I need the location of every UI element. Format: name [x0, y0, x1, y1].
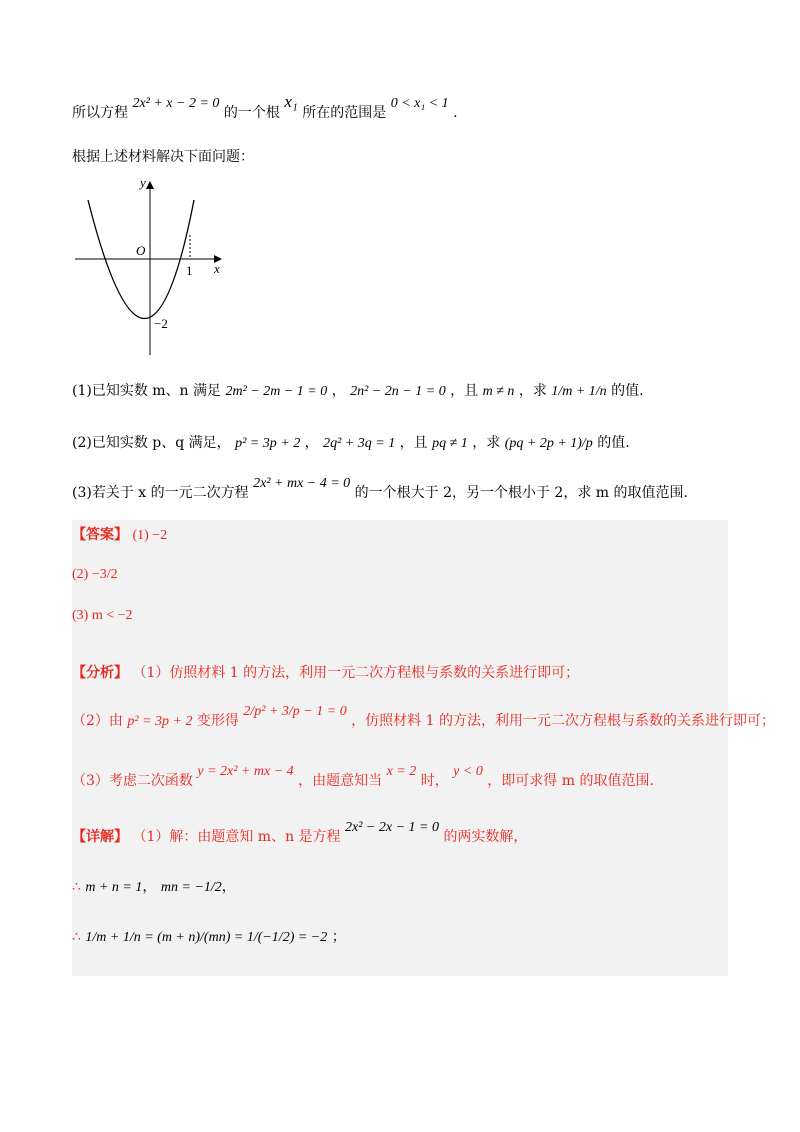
q1-cond-prefix: ，且: [450, 383, 479, 399]
detail-2-b: mn = −1/2: [160, 880, 222, 895]
question-1: [72, 382, 644, 402]
analysis-text-1: （1）仿照材料 1 的方法，利用一元二次方程根与系数的关系进行即可；: [132, 665, 580, 681]
intro-end: .: [453, 105, 458, 121]
analysis-2-eq: p² = 3p + 2: [127, 714, 193, 729]
solution-panel: [72, 520, 728, 976]
detail-line-1: [72, 820, 528, 848]
q2-cond-prefix: ，且: [399, 435, 428, 451]
y-tick-label: −2: [154, 316, 168, 331]
detail-3-eq: 1/m + 1/n = (m + n)/(mn) = 1/(−1/2) = −2: [85, 930, 328, 945]
q2-sep: ，: [304, 435, 319, 451]
question-2: [72, 434, 630, 454]
intro-line: [72, 92, 458, 124]
detail-3-end: ；: [331, 929, 346, 945]
q2-expr: (pq + 2p + 1)/p: [504, 436, 593, 451]
q1-prefix: (1)已知实数 m、n 满足: [72, 383, 222, 399]
q3-eq1: 2x² + mx − 4 = 0: [253, 476, 351, 491]
analysis-3-eq: y = 2x² + mx − 4: [197, 764, 294, 779]
analysis-label: 【分析】: [72, 665, 128, 681]
analysis-3-mid: ，由题意知当: [298, 773, 383, 789]
analysis-2-eq2: 2/p² + 3/p − 1 = 0: [243, 704, 347, 719]
analysis-3-cond2: y < 0: [453, 764, 483, 779]
intro-range: 0 < x₁ < 1: [390, 96, 449, 111]
detail-1-eq: 2x² − 2x − 1 = 0: [345, 820, 439, 835]
answer-line-2: [72, 565, 118, 585]
detail-line-3: [72, 928, 346, 948]
y-axis-label: y: [140, 175, 146, 190]
analysis-3-suffix: ，即可求得 m 的取值范围.: [487, 773, 654, 789]
q1-eq2: 2n² − 2n − 1 = 0: [350, 384, 446, 399]
therefore-symbol-2: ∴: [72, 929, 81, 945]
analysis-3-mid2: 时，: [420, 773, 449, 789]
intro-root: x₁: [284, 92, 298, 111]
q1-eq1: 2m² − 2m − 1 = 0: [225, 384, 328, 399]
q1-sep: ，: [331, 383, 346, 399]
analysis-line-2: [72, 704, 775, 732]
intro-equation: 2x² + x − 2 = 0: [132, 96, 220, 111]
answer-line-1: [72, 526, 167, 546]
q1-cond: m ≠ n: [482, 384, 515, 399]
intro-prefix: 所以方程: [72, 105, 128, 121]
q1-expr: 1/m + 1/n: [551, 384, 607, 399]
x-tick-label: 1: [186, 263, 193, 278]
answer-item-2: (2) −3/2: [72, 567, 118, 582]
detail-1-suffix: 的两实数解，: [443, 829, 528, 845]
q2-eq1: p² = 3p + 2: [235, 436, 301, 451]
instruction: 根据上述材料解决下面问题：: [72, 149, 254, 165]
detail-label: 【详解】: [72, 829, 128, 845]
question-3: [72, 476, 688, 504]
q1-ask: ，求: [518, 383, 547, 399]
q2-cond: pq ≠ 1: [432, 436, 468, 451]
detail-line-2: ∴ m + n = 1， mn = −1/2，: [72, 879, 236, 895]
answer-item-1: (1) −2: [132, 528, 168, 543]
q2-eq2: 2q² + 3q = 1: [323, 436, 396, 451]
parabola-graph: [70, 175, 240, 365]
intro-middle: 的一个根: [223, 105, 280, 121]
detail-2-a: m + n = 1: [85, 880, 143, 895]
answer-label: 【答案】: [72, 527, 128, 543]
detail-1-prefix: （1）解：由题意知 m、n 是方程: [132, 829, 341, 845]
analysis-3-prefix: （3）考虑二次函数: [72, 773, 193, 789]
analysis-3-cond1: x = 2: [386, 764, 417, 779]
answer-line-3: [72, 606, 133, 626]
analysis-line-1: [72, 664, 579, 684]
origin-label: O: [136, 243, 146, 258]
q2-prefix: (2)已知实数 p、q 满足，: [72, 435, 231, 451]
analysis-2-mid: 变形得: [196, 713, 239, 729]
intro-suffix: 所在的范围是: [302, 105, 387, 121]
q2-ask: ，求: [472, 435, 501, 451]
q3-rest: 的一个根大于 2，另一个根小于 2，求 m 的取值范围.: [354, 485, 688, 501]
analysis-line-3: [72, 764, 654, 792]
q2-end: 的值.: [597, 435, 630, 451]
x-axis-label: x: [214, 261, 220, 276]
answer-item-3: (3) m < −2: [72, 608, 133, 623]
therefore-symbol: ∴: [72, 879, 81, 895]
analysis-2-suffix: ，仿照材料 1 的方法，利用一元二次方程根与系数的关系进行即可；: [351, 713, 775, 729]
q1-end: 的值.: [611, 383, 644, 399]
analysis-2-prefix: （2）由: [72, 713, 123, 729]
q3-prefix: (3)若关于 x 的一元二次方程: [72, 485, 249, 501]
